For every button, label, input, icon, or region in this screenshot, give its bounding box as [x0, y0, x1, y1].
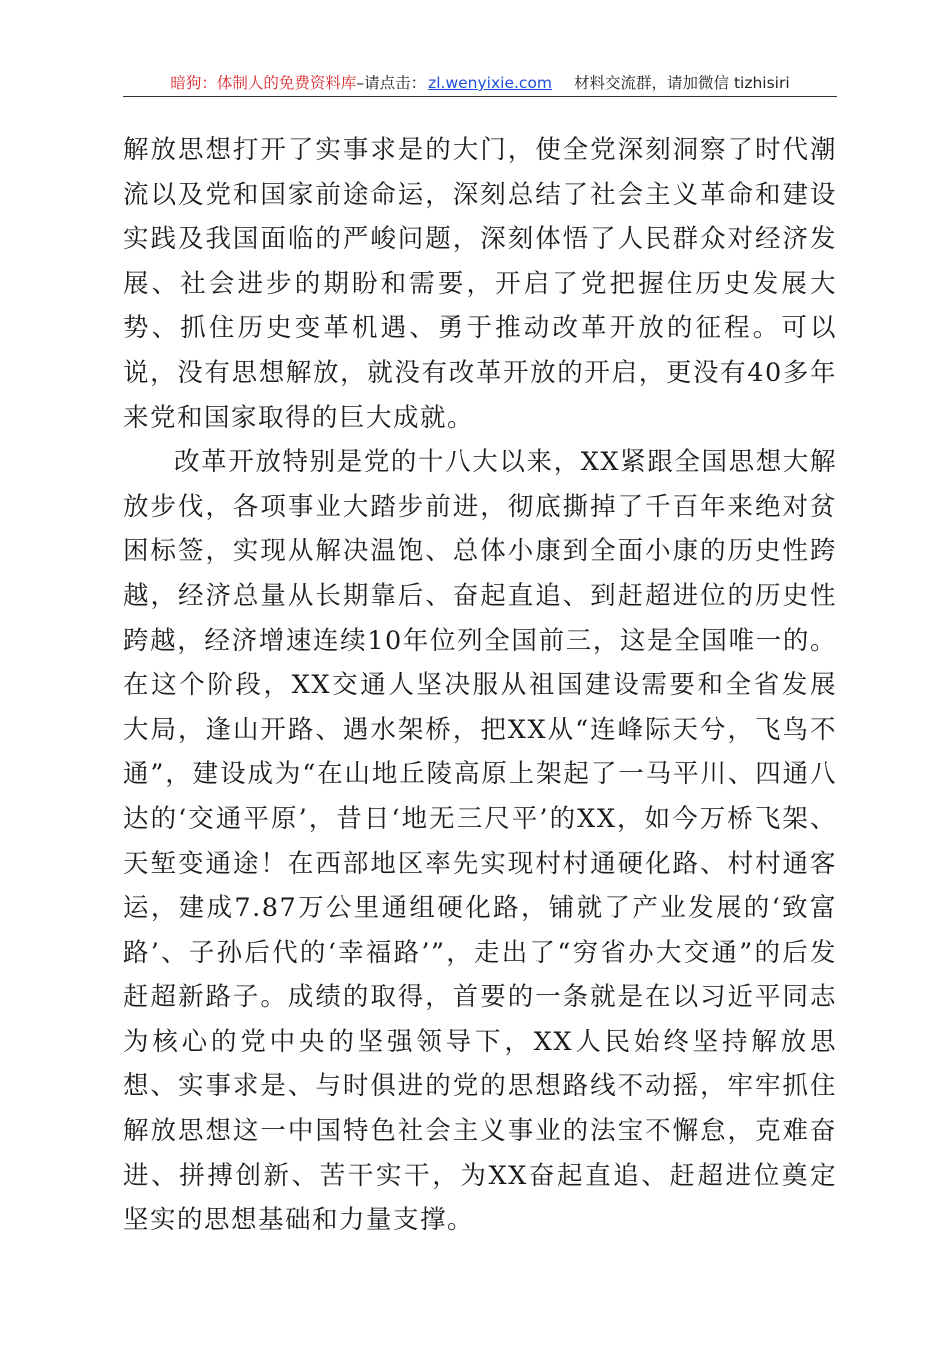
header-contact: 材料交流群，请加微信 tizhisiri [574, 74, 790, 92]
header-link[interactable]: zl.wenyixie.com [428, 74, 553, 92]
paragraph-2: 改革开放特别是党的十八大以来，XX紧跟全国思想大解放步伐，各项事业大踏步前进，彻底撕掉了千百年来绝对贫困标签，实现从解决温饱、总体小康到全面小康的历史性跨越，经济总量从长期靠后、奋起直追、到赶超进位的历史性跨越，经济增速连续10年位列全国前三，这是全国唯一的。在这个阶段，XX交通人坚决服从祖国建设需要和全省发展大局，逢山开路、遇水架桥，把XX从“连峰际天兮，飞鸟不通”，建设成为“在山地丘陵高原上架起了一马平川、四通八达的‘交通平原’，昔日‘地无三尺平’的XX，如今万桥飞架、天堑变通途！在西部地区率先实现村村通硬化路、村村通客运，建成7.87万公里通组硬化路，铺就了产业发展的‘致富路’、子孙后代的‘幸福路’”，走出了“穷省办大交通”的后发赶超新路子。成绩的取得，首要的一条就是在以习近平同志为核心的党中央的坚强领导下，XX人民始终坚持解放思想、实事求是、与时俱进的党的思想路线不动摇，牢牢抓住解放思想这一中国特色社会主义事业的法宝不懈怠，克难奋进、拼搏创新、苦干实干，为XX奋起直追、赶超进位奠定坚实的思想基础和力量支撑。 [123, 447, 837, 1236]
document-body [123, 128, 837, 1243]
page-header [123, 70, 837, 96]
header-separator: –请点击： [356, 74, 427, 92]
header-divider [123, 96, 837, 97]
header-brand: 暗狗：体制人的免费资料库 [170, 74, 357, 92]
paragraph-1: 解放思想打开了实事求是的大门，使全党深刻洞察了时代潮流以及党和国家前途命运，深刻总结了社会主义革命和建设实践及我国面临的严峻问题，深刻体悟了人民群众对经济发展、社会进步的期盼和需要，开启了党把握住历史发展大势、抓住历史变革机遇、勇于推动改革开放的征程。可以说，没有思想解放，就没有改革开放的开启，更没有40多年来党和国家取得的巨大成就。 [123, 135, 837, 433]
